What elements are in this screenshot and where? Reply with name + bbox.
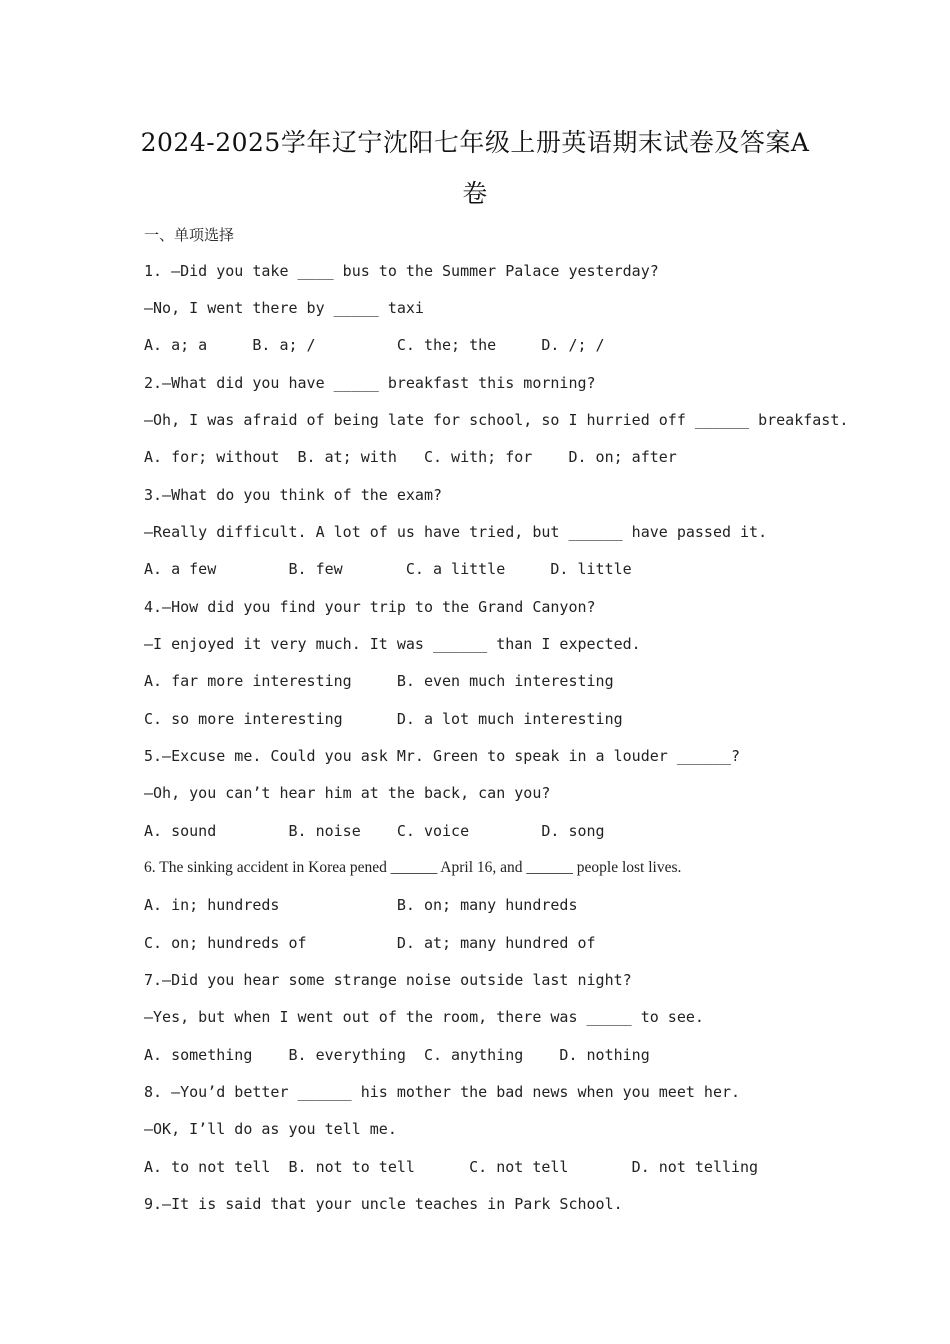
question-1-stem: 1. —Did you take ____ bus to the Summer Palace yesterday?	[144, 262, 659, 280]
question-9-stem: 9.—It is said that your uncle teaches in Park School.	[144, 1195, 623, 1213]
question-6-options-ab: A. in; hundreds B. on; many hundreds	[144, 896, 578, 914]
question-7-options: A. something B. everything C. anything D. nothing	[144, 1046, 650, 1064]
question-2-options: A. for; without B. at; with C. with; for D. on; after	[144, 448, 677, 466]
question-3-response: —Really difficult. A lot of us have tried, but ______ have passed it.	[144, 523, 768, 541]
question-2-stem: 2.—What did you have _____ breakfast this morning?	[144, 374, 596, 392]
question-3-stem: 3.—What do you think of the exam?	[144, 486, 443, 504]
document-title-line-2: 卷	[462, 179, 488, 208]
document-title-line-1: 2024-2025学年辽宁沈阳七年级上册英语期末试卷及答案A	[140, 128, 810, 157]
question-8-response: —OK, I’ll do as you tell me.	[144, 1120, 397, 1138]
question-5-response: —Oh, you can’t hear him at the back, can you?	[144, 784, 551, 802]
question-2-response: —Oh, I was afraid of being late for school, so I hurried off ______ breakfast.	[144, 411, 849, 429]
question-4-options-ab: A. far more interesting B. even much interesting	[144, 672, 614, 690]
question-4-options-cd: C. so more interesting D. a lot much interesting	[144, 710, 623, 728]
question-7-response: —Yes, but when I went out of the room, there was _____ to see.	[144, 1008, 704, 1026]
question-8-options: A. to not tell B. not to tell C. not tell D. not telling	[144, 1158, 759, 1176]
question-5-stem: 5.—Excuse me. Could you ask Mr. Green to speak in a louder ______?	[144, 747, 741, 765]
question-6-options-cd: C. on; hundreds of D. at; many hundred of	[144, 934, 596, 952]
question-4-stem: 4.—How did you find your trip to the Grand Canyon?	[144, 598, 596, 616]
question-5-options: A. sound B. noise C. voice D. song	[144, 822, 605, 840]
question-1-response: —No, I went there by _____ taxi	[144, 299, 424, 317]
section-heading: 一、单项选择	[144, 226, 235, 244]
question-8-stem: 8. —You’d better ______ his mother the bad news when you meet her.	[144, 1083, 741, 1101]
question-4-response: —I enjoyed it very much. It was ______ than I expected.	[144, 635, 641, 653]
question-3-options: A. a few B. few C. a little D. little	[144, 560, 632, 578]
question-1-options: A. a; a B. a; / C. the; the D. /; /	[144, 336, 605, 354]
question-6-stem: 6. The sinking accident in Korea pened ______ April 16, and ______ people lost lives.	[144, 859, 682, 876]
question-7-stem: 7.—Did you hear some strange noise outside last night?	[144, 971, 632, 989]
